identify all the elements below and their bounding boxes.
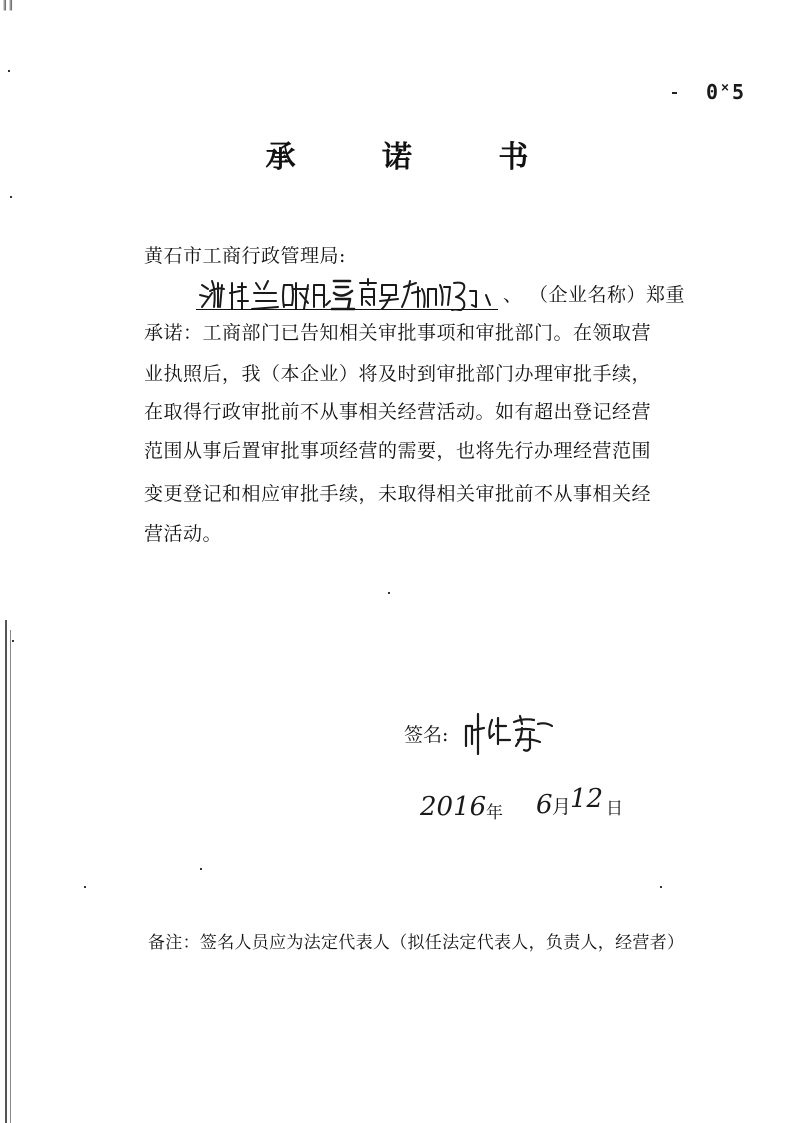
body-line: 业执照后，我（本企业）将及时到审批部门办理审批手续， — [144, 363, 652, 385]
addressee: 黄石市工商行政管理局: — [144, 245, 346, 267]
scan-speck — [660, 886, 662, 888]
scan-speck — [84, 886, 86, 888]
signature-block — [404, 714, 624, 758]
company-name-suffix: 、 （企业名称）郑重 — [503, 284, 686, 306]
remark-note: 备注：签名人员应为法定代表人（拟任法定代表人，负责人，经营者） — [148, 933, 685, 953]
scan-speck — [8, 70, 10, 72]
body-line: 范围从事后置审批事项经营的需要，也将先行办理经营范围 — [144, 440, 652, 462]
company-name-line — [196, 283, 686, 313]
date-year: 2016 — [420, 792, 487, 822]
date-block — [420, 780, 660, 830]
body-line: 变更登记和相应审批手续，未取得相关审批前不从事相关经 — [144, 483, 652, 505]
signature-label: 签名: — [404, 724, 449, 746]
company-name-underline — [196, 309, 498, 310]
date-day: 12 — [570, 784, 604, 814]
body-line: 在取得行政审批前不从事相关经营活动。如有超出登记经营 — [144, 401, 652, 423]
scan-speck — [12, 640, 14, 642]
date-month: 6 — [536, 790, 553, 820]
page-number-dash — [672, 92, 677, 94]
scan-corner-mark: ║║ — [2, 0, 15, 11]
company-name-handwriting — [196, 271, 498, 311]
body-line: 承诺：工商部门已告知相关审批事项和审批部门。在领取营 — [144, 322, 652, 344]
page-number: 0˟5 — [706, 80, 746, 104]
date-year-unit: 年 — [486, 803, 503, 823]
scan-edge-line — [10, 630, 11, 1123]
scan-speck — [200, 868, 202, 870]
body-line: 营活动。 — [144, 523, 223, 545]
scan-speck — [10, 196, 12, 198]
document-title: 承 诺 书 — [265, 140, 567, 175]
date-month-unit: 月 — [552, 796, 572, 818]
scan-speck — [388, 592, 390, 594]
scan-edge-line — [5, 620, 7, 1123]
signature-handwriting — [456, 706, 576, 756]
date-day-unit: 日 — [606, 799, 623, 819]
